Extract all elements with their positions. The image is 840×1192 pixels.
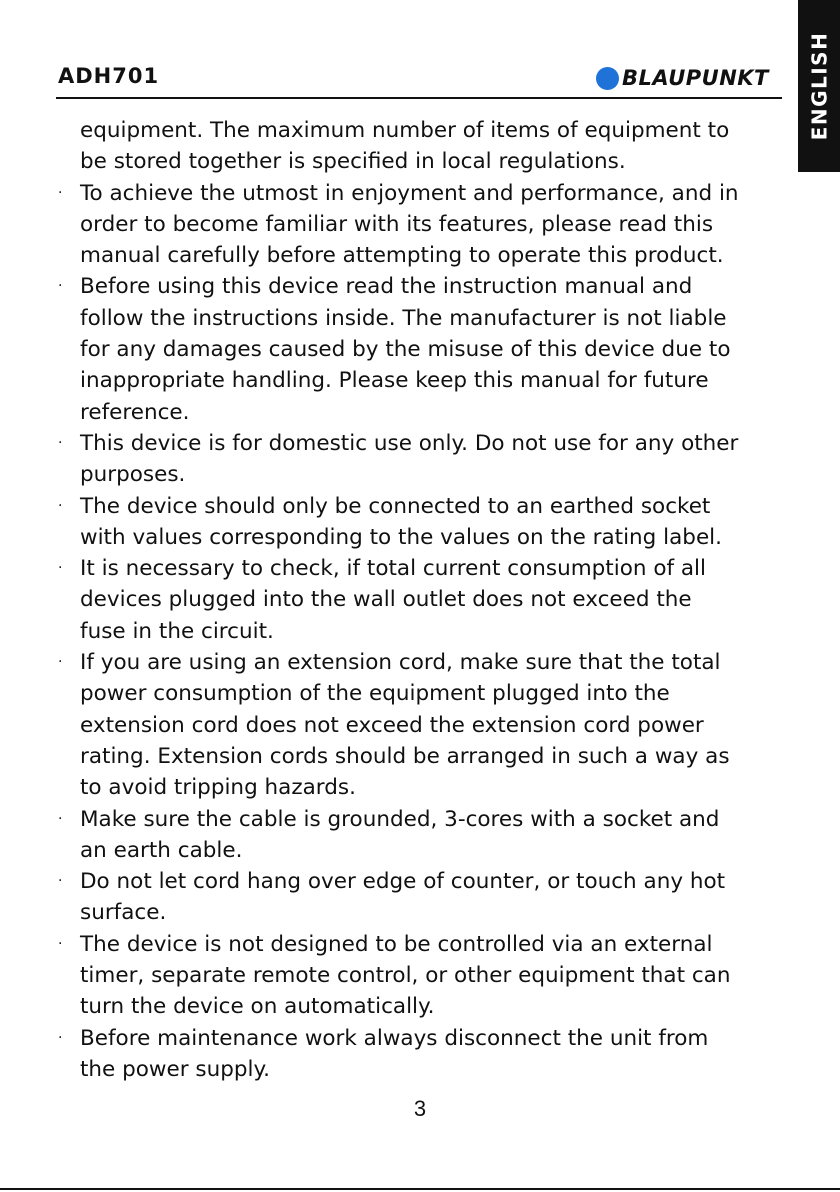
- bullet-icon: ·: [58, 560, 63, 577]
- language-tab: [798, 0, 840, 172]
- list-item-text: Do not let cord hang over edge of counter, or touch any hot surface.: [80, 869, 726, 926]
- list-item-text: The device should only be connected to an earthed socket with values corresponding to the values on the rating label.: [80, 493, 722, 550]
- bullet-icon: ·: [58, 497, 63, 514]
- list-item: [58, 866, 800, 929]
- bullet-icon: ·: [58, 278, 63, 295]
- page-number: 3: [413, 1096, 427, 1121]
- list-item: [58, 647, 800, 803]
- list-item-text: To achieve the utmost in enjoyment and performance, and in order to become familiar with its features, please read this manual carefully before attempting to operate this product.: [80, 180, 739, 269]
- bullet-icon: ·: [58, 873, 63, 890]
- bullet-icon: ·: [58, 184, 63, 201]
- list-item: [58, 553, 800, 647]
- list-item: [58, 491, 800, 554]
- bullet-icon: ·: [58, 810, 63, 827]
- list-item: [58, 271, 800, 427]
- bullet-icon: ·: [58, 434, 63, 451]
- list-item-text: Before maintenance work always disconnect the unit from the power supply.: [80, 1025, 709, 1082]
- list-item-text: Make sure the cable is grounded, 3-cores with a socket and an earth cable.: [80, 806, 720, 863]
- bottom-border: [0, 1188, 840, 1190]
- list-item-text: Before using this device read the instruction manual and follow the instructions inside. The manufacturer is not liable for any damages caused by the misuse of this device due to inappropriate handling. Please keep this manual for future reference.: [80, 274, 731, 425]
- bullet-icon: ·: [58, 654, 63, 671]
- list-item-text: If you are using an extension cord, make sure that the total power consumption of the equipment plugged into the extension cord does not exceed the extension cord power rating. Extension cords should be arranged in such a way as to avoid tripping hazards.: [80, 650, 730, 801]
- brand-dot-icon: [596, 67, 619, 90]
- list-item: [58, 1023, 800, 1086]
- list-item: [58, 178, 800, 272]
- brand-name: BLAUPUNKT: [622, 66, 769, 90]
- instructions-text: [58, 115, 800, 1085]
- model-number: ADH701: [58, 64, 160, 88]
- bullet-icon: ·: [58, 935, 63, 952]
- brand-logo: [596, 64, 769, 92]
- header-divider: [56, 97, 782, 99]
- list-item-text: This device is for domestic use only. Do not use for any other purposes.: [80, 430, 739, 488]
- list-item: [58, 428, 800, 491]
- continuation-paragraph: equipment. The maximum number of items of equipment to be stored together is specified in local regulations.: [80, 118, 730, 175]
- list-item-text: It is necessary to check, if total current consumption of all devices plugged into the wall outlet does not exceed the fuse in the circuit.: [80, 556, 707, 644]
- list-item: [58, 804, 800, 867]
- bullet-icon: ·: [58, 1029, 63, 1046]
- list-item: [58, 929, 800, 1023]
- list-item-text: The device is not designed to be controlled via an external timer, separate remote control, or other equipment that can turn the device on automatically.: [80, 931, 731, 1020]
- language-tab-label: ENGLISH: [807, 31, 831, 141]
